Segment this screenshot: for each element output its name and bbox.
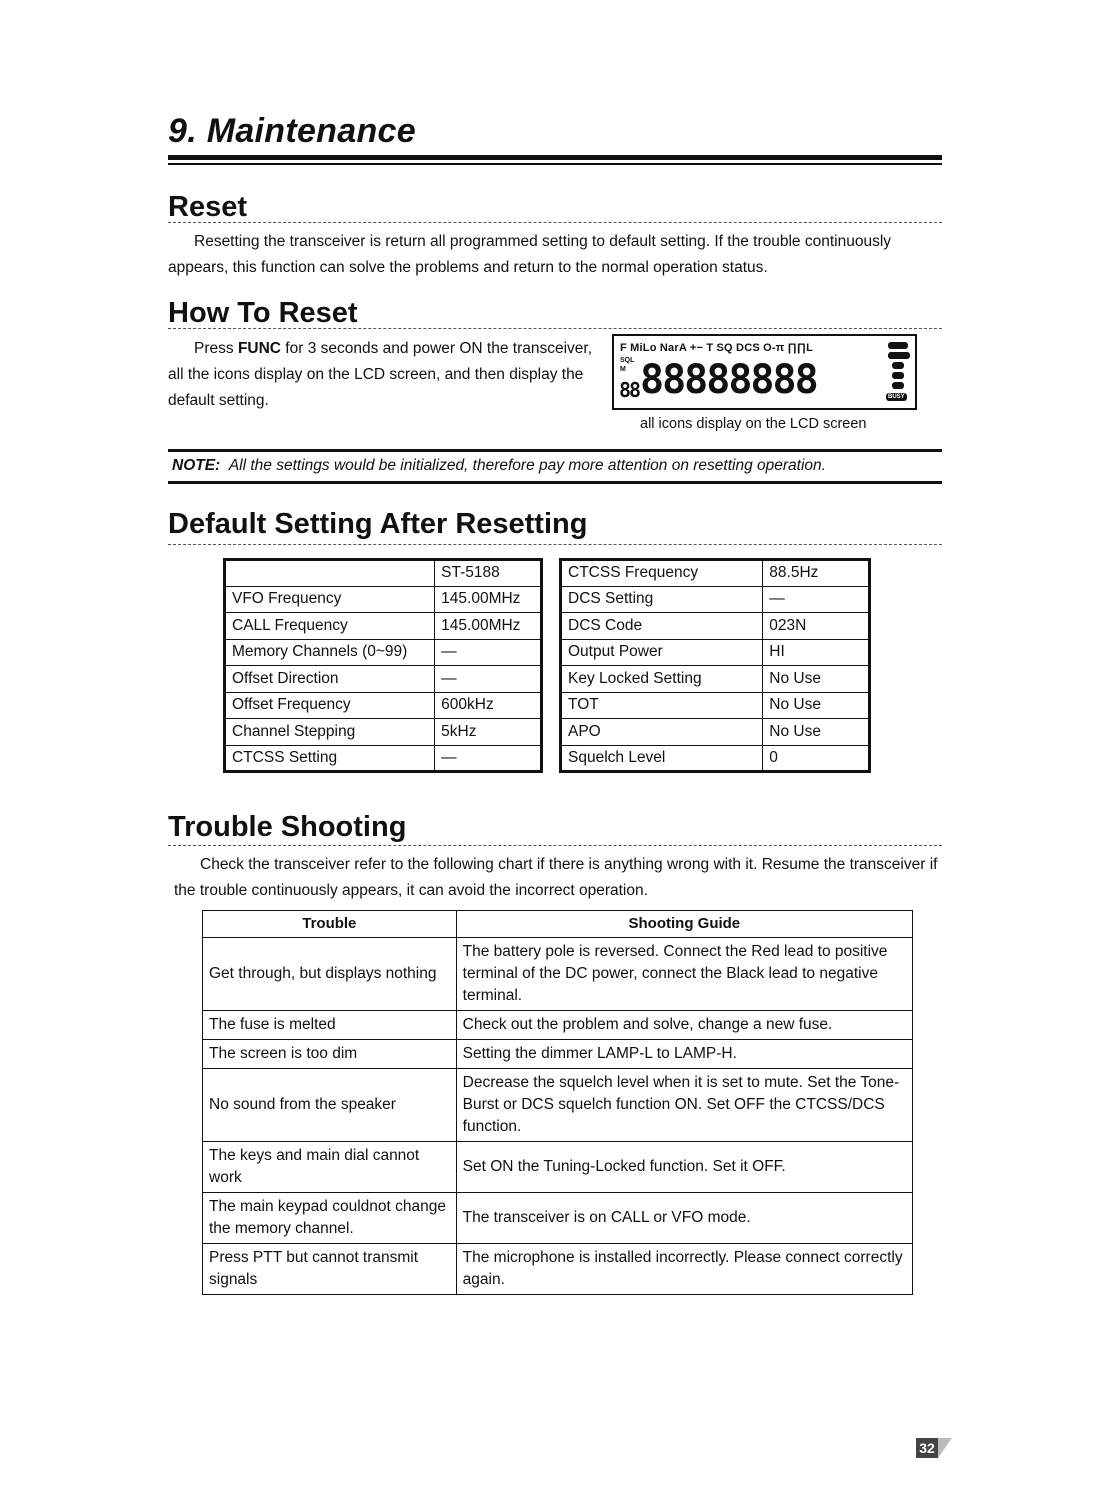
- table-row: The fuse is melted Check out the problem and solve, change a new fuse.: [203, 1011, 913, 1040]
- table-row: The main keypad couldnot change the memory channel. The transceiver is on CALL or VFO mode.: [203, 1193, 913, 1244]
- trouble-shooting-paragraph: Check the transceiver refer to the following chart if there is anything wrong with it. Resume the transceiver if the trouble continuously appears, it can avoid the incorrect operation.: [174, 856, 938, 899]
- default-settings-right-table: [559, 558, 871, 773]
- table-row: Channel Stepping 5kHz: [225, 719, 542, 746]
- table-row: DCS Code 023N: [561, 613, 870, 640]
- table-row: TOT No Use: [561, 692, 870, 719]
- default-setting-heading: Default Setting After Resetting: [168, 508, 588, 540]
- default-setting-divider: [168, 544, 942, 545]
- lcd-signal-bar: [888, 342, 908, 349]
- table-row: Memory Channels (0~99) —: [225, 639, 542, 666]
- table-row: Squelch Level 0: [561, 745, 870, 772]
- table-row: The keys and main dial cannot work Set ON the Tuning-Locked function. Set it OFF.: [203, 1142, 913, 1193]
- page-number: 32: [916, 1438, 938, 1458]
- how-to-reset-heading: How To Reset: [168, 297, 358, 329]
- lcd-signal-bar: [892, 382, 904, 389]
- table-row: Press PTT but cannot transmit signals The microphone is installed incorrectly. Please connect correctly again.: [203, 1244, 913, 1295]
- lcd-signal-bar: [892, 362, 904, 369]
- table-row: Key Locked Setting No Use: [561, 666, 870, 693]
- lcd-signal-bar: [888, 352, 910, 359]
- table-row: No sound from the speaker Decrease the squelch level when it is set to mute. Set the Tone-Burst or DCS squelch function ON. Set OFF the CTCSS/DCS function.: [203, 1069, 913, 1142]
- column-header-shooting-guide: Shooting Guide: [456, 911, 912, 938]
- note-rule-top: [168, 449, 942, 452]
- note: [172, 457, 826, 475]
- note-label: NOTE:: [172, 457, 221, 474]
- lcd-signal-bar: [892, 372, 904, 379]
- table-row: APO No Use: [561, 719, 870, 746]
- table-row: VFO Frequency 145.00MHz: [225, 586, 542, 613]
- lcd-channel-digits: 88: [619, 378, 640, 402]
- column-header-trouble: Trouble: [203, 911, 457, 938]
- lcd-busy-badge: BUSY: [888, 394, 905, 400]
- chapter-title: 9. Maintenance: [168, 112, 416, 150]
- lcd-m-label: M: [620, 366, 626, 373]
- table-header-row: [203, 911, 913, 938]
- table-row: Get through, but displays nothing The battery pole is reversed. Connect the Red lead to positive terminal of the DC power, connect the Black lead to negative terminal.: [203, 938, 913, 1011]
- table-row: Offset Direction —: [225, 666, 542, 693]
- title-rule-thick: [168, 155, 942, 160]
- how-to-reset-paragraph: Press FUNC for 3 seconds and power ON the transceiver, all the icons display on the LCD screen, and then display the default setting.: [168, 340, 593, 409]
- note-text: All the settings would be initialized, therefore pay more attention on resetting operation.: [228, 457, 826, 474]
- table-row: ST-5188: [225, 560, 542, 587]
- table-row: CTCSS Setting —: [225, 745, 542, 772]
- lcd-display: [612, 334, 917, 410]
- table-row: CALL Frequency 145.00MHz: [225, 613, 542, 640]
- trouble-shooting-heading: Trouble Shooting: [168, 811, 407, 843]
- lcd-caption: all icons display on the LCD screen: [640, 416, 867, 432]
- note-rule-bottom: [168, 481, 942, 484]
- table-row: The screen is too dim Setting the dimmer LAMP-L to LAMP-H.: [203, 1040, 913, 1069]
- trouble-shooting-divider: [168, 845, 942, 846]
- how-to-reset-divider: [168, 328, 942, 329]
- table-row: DCS Setting —: [561, 586, 870, 613]
- func-key-label: FUNC: [237, 340, 281, 357]
- table-row: Output Power HI: [561, 639, 870, 666]
- lcd-icons: F MiLo NarA +− T SQ DCS O-π ∏∏L: [620, 342, 814, 354]
- reset-divider: [168, 222, 942, 223]
- lcd-main-digits: 88888888: [640, 357, 817, 403]
- table-row: Offset Frequency 600kHz: [225, 692, 542, 719]
- reset-heading: Reset: [168, 191, 247, 223]
- title-rule-thin: [168, 163, 942, 165]
- table-row: CTCSS Frequency 88.5Hz: [561, 560, 870, 587]
- default-settings-left-table: [223, 558, 543, 773]
- trouble-shooting-table: [202, 910, 913, 1295]
- lcd-sql-label: SQL: [620, 357, 635, 364]
- page-number-tab: [938, 1438, 952, 1458]
- reset-paragraph: Resetting the transceiver is return all programmed setting to default setting. If the trouble continuously appears, this function can solve the problems and return to the normal operation status.: [168, 233, 892, 276]
